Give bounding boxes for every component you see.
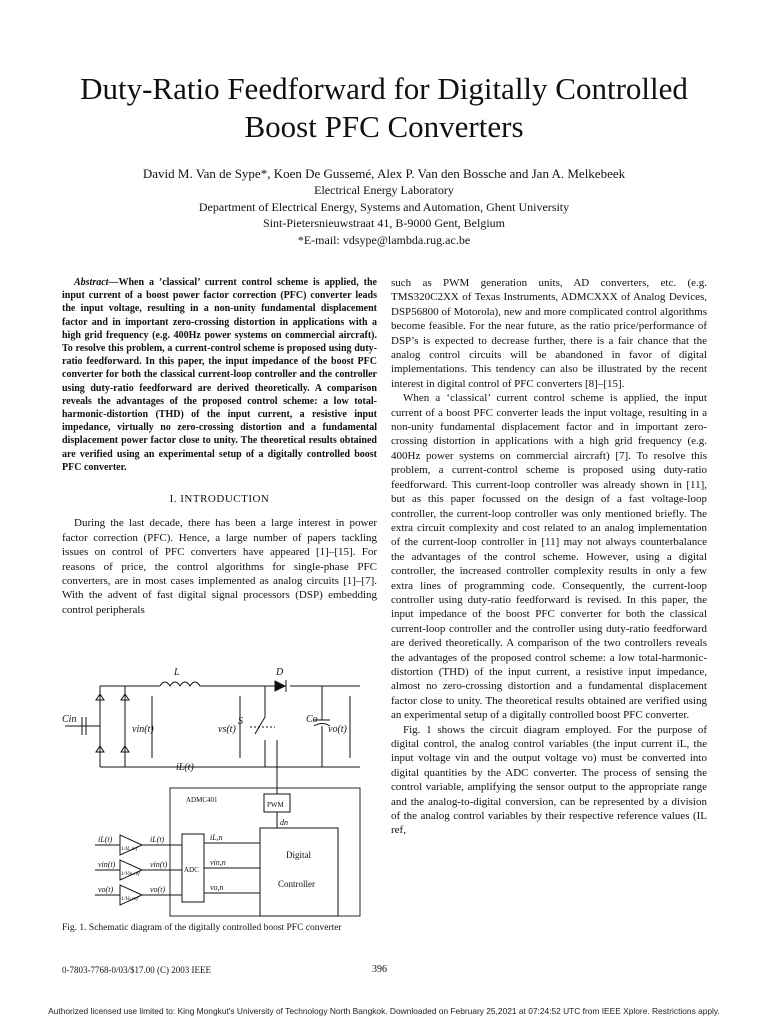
affiliation-email: *E-mail: vdsype@lambda.rug.ac.be (297, 232, 471, 247)
label-vo: vo(t) (328, 724, 347, 735)
figure-1-caption: Fig. 1. Schematic diagram of the digitally controlled boost PFC converter (62, 923, 342, 933)
label-scaled-vo: vo(t) (150, 885, 166, 894)
label-dn: dn (280, 818, 288, 827)
abstract-text: When a ’classical’ current control scheme is applied, the input current of a boost power factor correction (PFC) converter leads the input voltage, resulting in a non-unity fundamental displacement factor and in important zero-crossing distortion in applications with a high grid frequency (e.g. 400Hz power systems on commercial aircraft). To resolve this problem, a current-control scheme is proposed using duty-ratio feedforward. In this paper, the input impedance of the boost PFC converter for both the classical current-loop controller and the controller using duty-ratio feedforward are derived theoretically. A comparison reveals the advantages of the proposed control scheme: a low total-harmonic-distortion (THD) of the input current, a resistive input impedance, virtually no zero-crossing distortion and a fundamental displacement power factor close to unity. The theoretical results obtained are verified using an experimental setup of a digitally controlled boost PFC converter. (62, 277, 377, 473)
paragraph-classical-control: When a ‘classical’ current control scheme is applied, the input current of a boost PFC converter leads the input voltage, resulting in a non-unity fundamental displacement factor and in important zero-crossing distortion in applications with a high grid frequency (e.g. 400Hz power systems on commercial aircraft) [7]. To resolve this problem, a current-control scheme is proposed using duty-ratio feedforward. This current-loop controller was already shown in [11], but as this paper focussed on the design of a fast voltage-loop controller, the current-loop controller was only mentioned briefly. The extra circuit complexity and cost related to an analog implementation of the current-loop controller in [11] may not always counterbalance the advantages of the control scheme. However, using a digital controller, the increased controller complexity results in only a few extra lines of programming code. Consequently, the current-loop controller using duty-ratio feedforward is revised. In this paper, the input impedance of the boost PFC converter for both the classical current-loop controller and the controller using duty-ratio feedforward are derived theoretically. A comparison of the two controllers reveals the advantages of the proposed control scheme: a low total-harmonic-distortion (THD) of the input current, a resistive input impedance, almost no zero-crossing distortion and a fundamental displacement factor close to unity. The theoretical results obtained are verified using an experimental setup of a digitally controlled boost PFC converter. (391, 392, 707, 722)
label-il: iL(t) (176, 762, 194, 773)
label-cin: Cin (62, 714, 77, 725)
label-scaled-vin: vin(t) (150, 860, 168, 869)
circuit-diagram (60, 662, 380, 922)
label-vin: vin(t) (132, 724, 154, 735)
label-gain-il: 1/IL ref (121, 846, 138, 852)
footer-isbn: 0-7803-7768-0/03/$17.00 (C) 2003 IEEE (62, 965, 211, 975)
label-digital: Digital (286, 850, 311, 860)
figure-1-schematic (60, 662, 380, 922)
label-gain-vo: 1/Vo ref (121, 896, 139, 902)
author-list: David M. Van de Sype*, Koen De Gussemé, Alex P. Van den Bossche and Jan A. Melkebeek (142, 166, 626, 181)
page-number: 396 (372, 964, 387, 975)
label-inductor: L (174, 667, 180, 678)
label-co: Co (306, 714, 318, 725)
section-heading-introduction: I. INTRODUCTION (169, 493, 270, 506)
label-switch: S (238, 716, 243, 727)
label-von: vo,n (210, 883, 224, 892)
label-input-il: iL(t) (98, 835, 113, 844)
affiliation-department: Department of Electrical Energy, Systems and Automation, Ghent University (198, 199, 570, 214)
label-vs: vs(t) (218, 724, 236, 735)
left-column (62, 276, 377, 617)
label-vinn: vin,n (210, 858, 226, 867)
right-column (391, 276, 707, 838)
abstract (62, 276, 377, 474)
label-input-vo: vo(t) (98, 885, 114, 894)
label-controller: Controller (278, 879, 315, 889)
license-notice: Authorized licensed use limited to: King Mongkut's University of Technology North Bangkok. Downloaded on February 25,2021 at 07:24:52 UTC from IEEE Xplore. Restrictions apply. (48, 1006, 720, 1016)
title-line-1: Duty-Ratio Feedforward for Digitally Controlled (80, 71, 688, 106)
label-input-vin: vin(t) (98, 860, 116, 869)
affiliation-address: Sint-Pietersnieuwstraat 41, B-9000 Gent, Belgium (263, 216, 505, 230)
affiliation-block (0, 182, 768, 248)
label-iln: iL,n (210, 833, 223, 842)
paper-title (0, 70, 768, 146)
label-gain-vin: 1/Vin ref (121, 871, 140, 877)
label-adc: ADC (184, 866, 199, 874)
paragraph-circuit-diagram: Fig. 1 shows the circuit diagram employed. For the purpose of digital control, the analog control variables (the input current iL, the input voltage vin and the output voltage vo) must be converted into digital quantities by the ADC converter. The process of sensing the control variable, amplifying the sensor output to the appropriate range and the analog-to-digital conversion, can be represented by a division of the analog control variables by their respective reference values (IL ref, (391, 723, 707, 837)
label-pwm: PWM (267, 801, 284, 809)
label-diode: D (276, 667, 284, 678)
paragraph-continued: such as PWM generation units, AD converters, etc. (e.g. TMS320C2XX of Texas Instruments, ADMCXXX of Analog Devices, DSP56800 of Motorola), new and more complicated control algorithms become feasible. For the near future, as the ratio price/performance of DSP’s is expected to decrease further, there is a fair chance that the analog control circuits will be abandoned in favor of digital implementations. This tendency can also be illustrated by the recent interest in digital control of PFC converters [8]–[15]. (391, 277, 707, 390)
affiliation-lab: Electrical Energy Laboratory (314, 183, 454, 197)
label-scaled-il: iL(t) (150, 835, 165, 844)
intro-paragraph-1: During the last decade, there has been a large interest in power factor correction (PFC). Hence, a large number of papers tackling issues on control of PFC converters have appeared [1]–[15]. For reasons of price, the control algorithms for single-phase PFC converters, are in most cases implemented as analog circuits [1]–[7]. With the advent of fast digital signal processors (DSP) embedding control peripherals (62, 517, 377, 616)
abstract-label: Abstract— (74, 277, 119, 288)
title-line-2: Boost PFC Converters (244, 109, 524, 144)
label-admc401: ADMC401 (186, 796, 218, 804)
